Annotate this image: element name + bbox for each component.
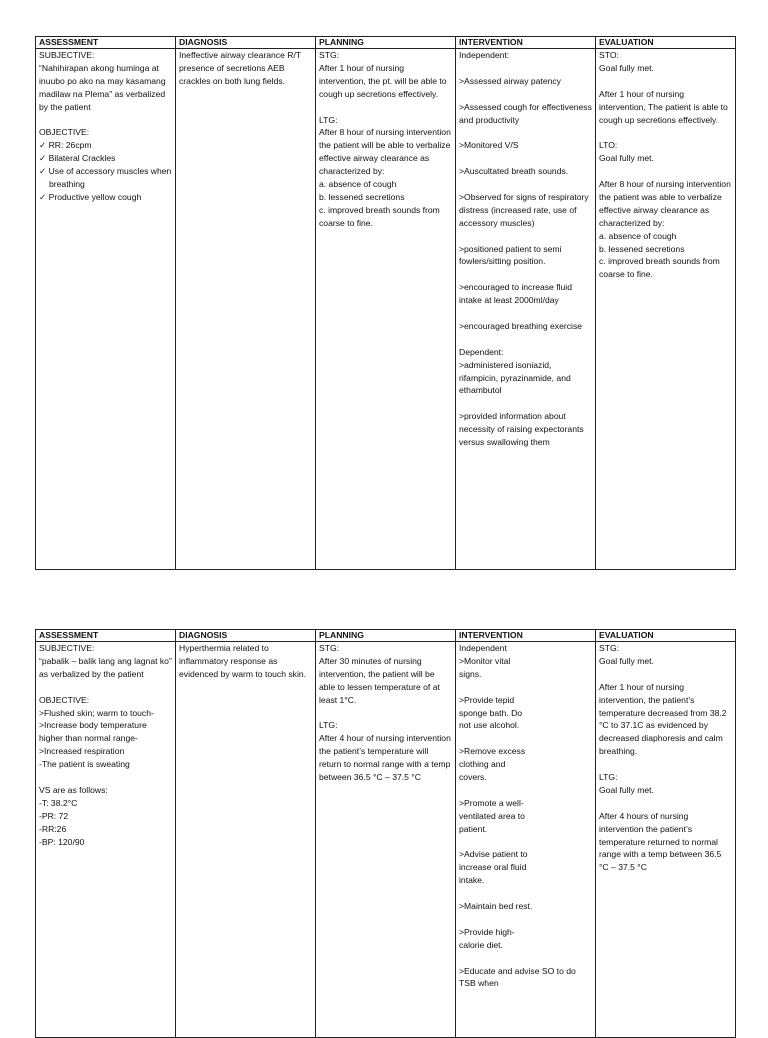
spacer	[599, 797, 732, 810]
objective-item: ✓ Use of accessory muscles when breathing	[39, 165, 172, 191]
intervention-item: >Maintain bed rest.	[459, 901, 533, 912]
spacer	[599, 758, 732, 771]
subjective-text: “pabalik – balik lang ang lagnat ko” as verbalized by the patient	[39, 655, 172, 679]
header-evaluation: EVALUATION	[596, 37, 736, 49]
spacer	[39, 114, 172, 127]
spacer	[599, 165, 732, 178]
lto-item: b. lessened secretions	[599, 243, 685, 254]
intervention-item: >Promote a well-ventilated area to patient.	[459, 797, 525, 834]
intervention-item: >encouraged breathing exercise	[459, 320, 583, 331]
spacer	[459, 681, 535, 694]
lto-result: Goal fully met.	[599, 153, 654, 164]
spacer	[599, 75, 732, 88]
intervention-item: >Provide tepid sponge bath. Do not use alcohol.	[459, 694, 523, 731]
evaluation-cell	[596, 49, 736, 570]
spacer	[599, 126, 732, 139]
independent-label: Independent	[459, 643, 507, 653]
objective-label: OBJECTIVE:	[39, 694, 90, 705]
sto-result: Goal fully met.	[599, 62, 654, 73]
intervention-item: >administered isoniazid, rifampicin, pyrazinamide, and ethambutol	[459, 359, 571, 396]
vs-label: VS are as follows:	[39, 784, 108, 795]
diagnosis-cell	[176, 642, 316, 1038]
header-row	[36, 37, 736, 49]
intervention-item: >Auscultated breath sounds.	[459, 166, 569, 177]
spacer	[599, 668, 732, 681]
subjective-label: SUBJECTIVE:	[39, 643, 95, 653]
stg-label: STG:	[319, 50, 340, 60]
objective-item: ✓ Bilateral Crackles	[39, 152, 172, 165]
care-plan-table-hyperthermia	[35, 629, 736, 1038]
dependent-label: Dependent:	[459, 346, 504, 357]
spacer	[459, 230, 592, 243]
spacer	[459, 88, 592, 101]
objective-text: >Flushed skin; warm to touch->Increase body temperature higher than normal range->Increased respiration	[39, 707, 154, 757]
independent-label: Independent:	[459, 50, 510, 60]
intervention-item: >encouraged to increase fluid intake at least 2000ml/day	[459, 282, 572, 306]
spacer	[459, 126, 592, 139]
body-row	[36, 49, 736, 570]
spacer	[459, 732, 535, 745]
sto-label: STO:	[599, 50, 619, 60]
intervention-item: >Assessed airway patency	[459, 75, 561, 86]
header-intervention: INTERVENTION	[456, 37, 596, 49]
intervention-item: >Provide high-calorie diet.	[459, 926, 515, 950]
intervention-cell	[456, 642, 596, 1038]
intervention-item: >Assessed cough for effectiveness and productivity	[459, 101, 592, 125]
vs-item: -PR: 72	[39, 810, 69, 821]
stg-text: After 1 hour of nursing intervention, the pt. will be able to cough up secretions effectively.	[319, 62, 447, 99]
ltg-item: c. improved breath sounds from coarse to fine.	[319, 204, 440, 228]
vs-item: -T: 38.2°C	[39, 797, 78, 808]
ltg-label: LTG:	[319, 114, 338, 125]
header-row	[36, 630, 736, 642]
objective-label: OBJECTIVE:	[39, 127, 90, 138]
lto-text: After 8 hour of nursing intervention the patient was able to verbalize effective airway clearance as characterized by:	[599, 179, 731, 228]
header-diagnosis: DIAGNOSIS	[176, 630, 316, 642]
objective-sweat: -The patient is sweating	[39, 759, 130, 770]
spacer	[459, 836, 535, 849]
intervention-item: >Monitor vital signs.	[459, 655, 511, 679]
evaluation-cell	[596, 642, 736, 1038]
spacer	[459, 307, 592, 320]
spacer	[459, 784, 535, 797]
subjective-label: SUBJECTIVE:	[39, 50, 95, 60]
spacer	[39, 771, 172, 784]
intervention-cell	[456, 49, 596, 570]
objective-item: ✓ RR: 26cpm	[39, 139, 172, 152]
spacer	[459, 887, 535, 900]
spacer	[459, 952, 535, 965]
spacer	[459, 397, 592, 410]
header-planning: PLANNING	[316, 630, 456, 642]
assessment-cell	[36, 642, 176, 1038]
stg-text: After 1 hour of nursing intervention, the patient’s temperature decreased from 38.2 °C to 37.1C as evidenced by decreased diaphoresis and calm breathing.	[599, 681, 727, 757]
body-row	[36, 642, 736, 1038]
intervention-item: >positioned patient to semi fowlers/sitting position.	[459, 243, 562, 267]
header-intervention: INTERVENTION	[456, 630, 596, 642]
intervention-item: >Remove excess clothing and covers.	[459, 746, 526, 783]
sto-text: After 1 hour of nursing intervention, The patient is able to cough up secretions effectively.	[599, 88, 728, 125]
spacer	[459, 333, 592, 346]
ltg-text: After 4 hour of nursing intervention the patient’s temperature will return to normal range with a temp between 36.5 °C – 37.5 °C	[319, 733, 451, 783]
header-assessment: ASSESSMENT	[36, 37, 176, 49]
intervention-item: >Advise patient to increase oral fluid intake.	[459, 849, 528, 886]
diagnosis-cell	[176, 49, 316, 570]
care-plan-table-airway	[35, 36, 736, 570]
objective-item: ✓ Productive yellow cough	[39, 191, 172, 204]
planning-cell	[316, 49, 456, 570]
lto-item: a. absence of cough	[599, 230, 677, 241]
lto-label: LTO:	[599, 140, 618, 151]
header-diagnosis: DIAGNOSIS	[176, 37, 316, 49]
spacer	[459, 62, 592, 75]
ltg-text: After 4 hours of nursing intervention the patient’s temperature returned to normal range with a temp between 36.5 °C – 37.5 °C	[599, 810, 722, 873]
header-assessment: ASSESSMENT	[36, 630, 176, 642]
spacer	[459, 913, 535, 926]
ltg-result: Goal fully met.	[599, 784, 654, 795]
diagnosis-text: Hyperthermia related to inflammatory response as evidenced by warm to touch skin.	[179, 643, 307, 679]
spacer	[319, 707, 452, 720]
header-planning: PLANNING	[316, 37, 456, 49]
intervention-item: >Observed for signs of respiratory distress (increased rate, use of accessory muscles)	[459, 191, 589, 228]
ltg-item: a. absence of cough	[319, 179, 397, 190]
stg-result: Goal fully met.	[599, 655, 654, 666]
intervention-item: >Educate and advise SO to do TSB when	[459, 965, 576, 989]
header-evaluation: EVALUATION	[596, 630, 736, 642]
ltg-text: After 8 hour of nursing intervention the patient will be able to verbalize effective airway clearance as characterized by:	[319, 127, 451, 177]
ltg-item: b. lessened secretions	[319, 191, 405, 202]
spacer	[39, 681, 172, 694]
intervention-item: >Monitored V/S	[459, 140, 519, 151]
spacer	[459, 178, 592, 191]
lto-item: c. improved breath sounds from coarse to fine.	[599, 256, 720, 280]
stg-label: STG:	[599, 643, 620, 653]
subjective-text: “Nahihirapan akong huminga at inuubo po ako na may kasamang madilaw na Plema” as verbalized by the patient	[39, 62, 166, 112]
spacer	[319, 101, 452, 114]
ltg-label: LTG:	[319, 720, 338, 731]
vs-item: -RR:26	[39, 823, 67, 834]
intervention-item: >provided information about necessity of raising expectorants versus swallowing them	[459, 411, 584, 448]
planning-cell	[316, 642, 456, 1038]
stg-text: After 30 minutes of nursing intervention, the patient will be able to lessen temperature of at least 1°C.	[319, 655, 440, 705]
assessment-cell	[36, 49, 176, 570]
spacer	[459, 268, 592, 281]
stg-label: STG:	[319, 643, 340, 653]
spacer	[459, 152, 592, 165]
diagnosis-text: Ineffective airway clearance R/T presence of secretions AEB crackles on both lung fields.	[179, 50, 301, 86]
ltg-label: LTG:	[599, 772, 618, 783]
vs-item: -BP: 120/90	[39, 836, 85, 847]
